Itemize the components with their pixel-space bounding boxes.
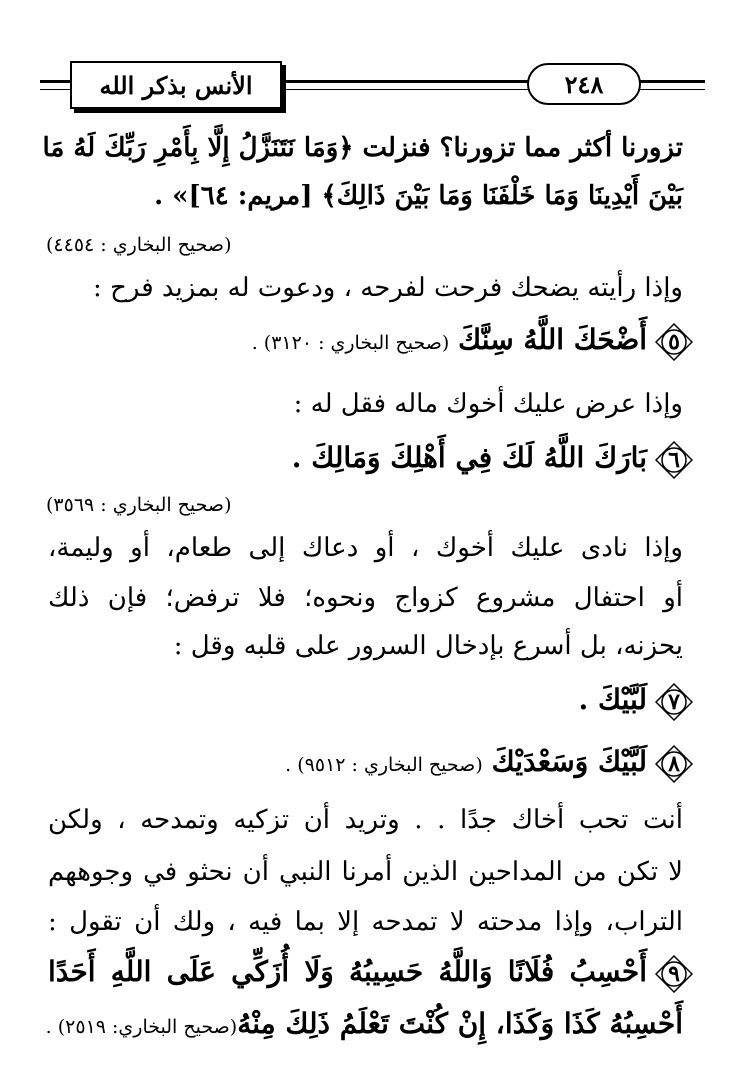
dua-7 <box>48 680 693 721</box>
dua-8 <box>48 742 693 785</box>
text-line-5: وإذا نادى عليك أخوك ، أو دعاك إلى طعام، أو وليمة، <box>48 533 683 563</box>
text-line-6: أو احتفال مشروع كزواج ونحوه؛ فلا ترفض؛ فإن ذلك <box>48 583 683 613</box>
running-title: الأنس بذكر الله <box>70 61 282 109</box>
hadith-reference-1: (صحيح البخاري : ٤٤٥٤) <box>46 234 232 256</box>
dua-number-badge-icon <box>655 683 693 721</box>
dua-number: ٥ <box>668 328 680 355</box>
dua-text: بَارَكَ اللَّهُ لَكَ فِي أَهْلِكَ وَمَالِكَ . <box>291 441 647 474</box>
text-line-2: بَيْنَ أَيْدِينَا وَمَا خَلْفَنَا وَمَا بَيْنَ ذَالِكَ﴾ [مريم: ٦٤]» . <box>154 181 683 211</box>
text-line-3: وإذا رأيته يضحك فرحت لفرحه ، ودعوت له بمزيد فرح : <box>93 273 683 303</box>
dua-number: ٧ <box>668 688 680 715</box>
page-number: ٢٤٨ <box>527 63 641 105</box>
dua-number-badge-icon <box>655 955 693 993</box>
dua-reference: (صحيح البخاري: ٢٥١٩) . <box>45 1016 238 1038</box>
text-line-8: أنت تحب أخاك جدًا . . وتريد أن تزكيه وتمدحه ، ولكن <box>48 805 683 835</box>
dua-text: أَضْحَكَ اللَّهُ سِنَّكَ <box>458 323 647 356</box>
dua-number: ٦ <box>668 446 680 473</box>
dua-number: ٨ <box>668 750 680 777</box>
hadith-reference-2: (صحيح البخاري : ٣٥٦٩) <box>46 494 232 516</box>
dua-5 <box>48 320 693 363</box>
dua-number-badge-icon <box>655 441 693 479</box>
dua-text: لَبَّيْكَ وَسَعْدَيْكَ <box>491 745 647 778</box>
dua-6 <box>48 438 693 479</box>
text-line-10: التراب، وإذا مدحته لا تمدحه إلا بما فيه ، ولك أن تقول : <box>48 907 683 937</box>
text-line-7: يحزنه، بل أسرع بإدخال السرور على قلبه وقل : <box>173 631 683 661</box>
dua-9 <box>48 952 693 993</box>
text-line-9: لا تكن من المداحين الذين أمرنا النبي أن نحثو في وجوههم <box>48 857 683 887</box>
dua-reference: (صحيح البخاري : ٩٥١٢) . <box>285 754 483 776</box>
dua-reference: (صحيح البخاري : ٣١٢٠) . <box>251 332 450 354</box>
page-header <box>40 58 705 118</box>
dua-number-badge-icon <box>655 745 693 783</box>
dua-continuation: أَحْسِبُهُ كَذَا وَكَذَا، إِنْ كُنْتَ تَعْلَمُ ذَلِكَ مِنْهُ <box>237 1007 683 1040</box>
text-line-1: تزورنا أكثر مما تزورنا؟ فنزلت ﴿وَمَا نَتَنَزَّلُ إِلَّا بِأَمْرِ رَبِّكَ لَهُ مَا <box>42 133 683 163</box>
dua-text: لَبَّيْكَ . <box>578 683 647 716</box>
text-line-4: وإذا عرض عليك أخوك ماله فقل له : <box>293 389 683 419</box>
dua-text: أَحْسِبُ فُلَانًا وَاللَّهُ حَسِيبُهُ وَلَا أُزَكِّي عَلَى اللَّهِ أَحَدًا <box>48 955 647 988</box>
dua-number-badge-icon <box>655 323 693 361</box>
text-line-11 <box>45 1004 683 1047</box>
dua-number: ٩ <box>668 960 680 987</box>
